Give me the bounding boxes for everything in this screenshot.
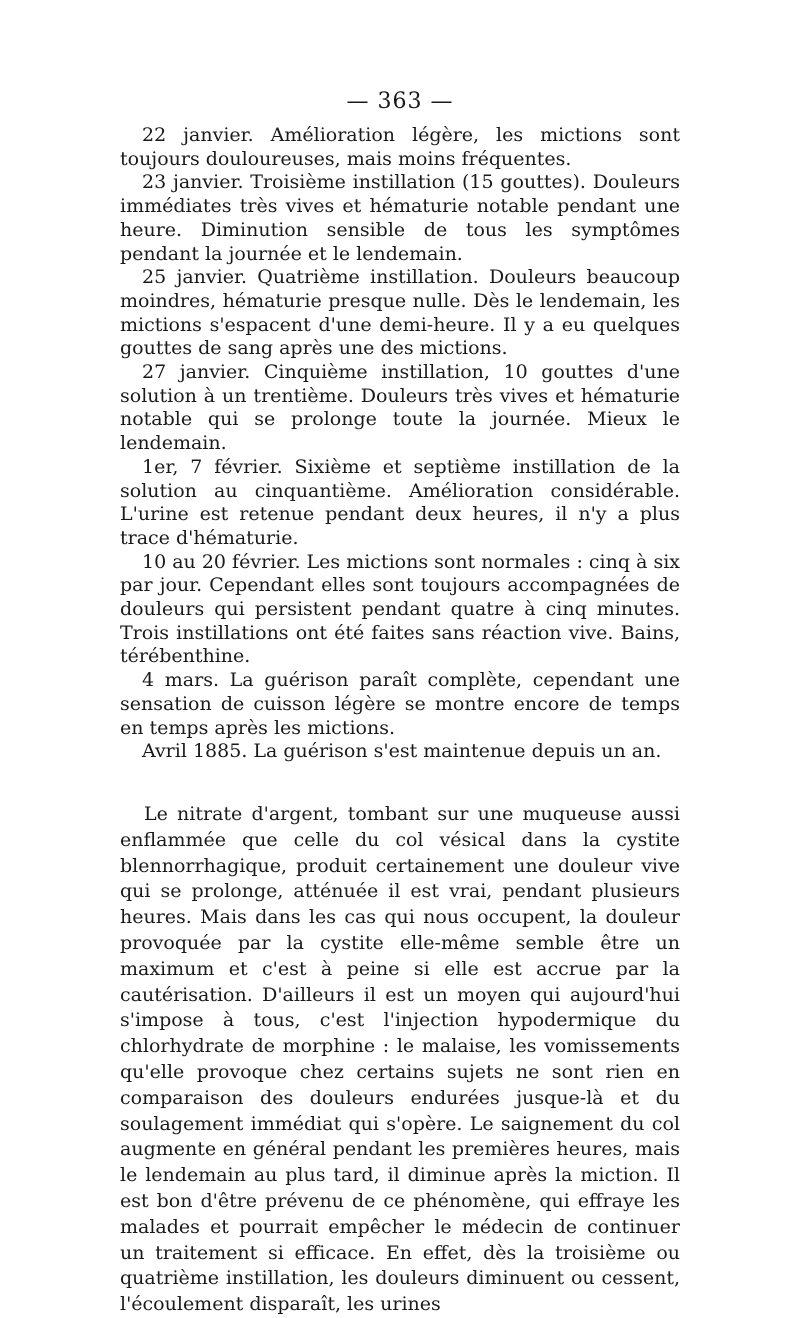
- book-page: [120, 88, 680, 1318]
- body-paragraph: Le nitrate d'argent, tombant sur une muqueuse aussi enflammée que celle du col vésical dans la cystite blennorrhagique, produit certainement une douleur vive qui se prolonge, atténuée il est vrai, pendant plusieurs heures. Mais dans les cas qui nous occupent, la douleur provoquée par la cystite elle-même semble être un maximum et c'est à peine si elle est accrue par la cautérisation. D'ailleurs il est un moyen qui aujourd'hui s'impose à tous, c'est l'injection hypodermique du chlorhydrate de morphine : le malaise, les vomissements qu'elle provoque chez certains sujets ne sont rien en comparaison des douleurs endurées jusque-là et du soulagement immédiat qui s'opère. Le saignement du col augmente en général pendant les premières heures, mais le lendemain au plus tard, il diminue après la miction. Il est bon d'être prévenu de ce phénomène, qui effraye les malades et pourrait empêcher le médecin de continuer un traitement si efficace. En effet, dès la troisième ou quatrième instillation, les douleurs diminuent ou cessent, l'écoulement disparaît, les urines: [120, 802, 680, 1316]
- journal-entry: 1er, 7 février. Sixième et septième instillation de la solution au cinquantième. Amélioration considérable. L'urine est retenue pendant deux heures, il n'y a plus trace d'hématurie.: [120, 455, 680, 549]
- case-journal: [120, 124, 680, 764]
- page-number: — 363 —: [346, 89, 454, 114]
- journal-entry: 25 janvier. Quatrième instillation. Douleurs beaucoup moindres, hématurie presque nulle. Dès le lendemain, les mictions s'espacent d'une demi-heure. Il y a eu quelques gouttes de sang après une des mictions.: [120, 266, 680, 360]
- journal-entry: Avril 1885. La guérison s'est maintenue depuis un an.: [142, 740, 662, 763]
- journal-entry: 27 janvier. Cinquième instillation, 10 gouttes d'une solution à un trentième. Douleurs très vives et hématurie notable qui se prolonge toute la journée. Mieux le lendemain.: [120, 361, 680, 455]
- journal-entry: 23 janvier. Troisième instillation (15 gouttes). Douleurs immédiates très vives et hématurie notable pendant une heure. Diminution sensible de tous les symptômes pendant la journée et le lendemain.: [120, 171, 680, 265]
- journal-entry: 4 mars. La guérison paraît complète, cependant une sensation de cuisson légère se montre encore de temps en temps après les mictions.: [120, 669, 680, 739]
- journal-entry: 10 au 20 février. Les mictions sont normales : cinq à six par jour. Cependant elles sont toujours accompagnées de douleurs qui persistent pendant quatre à cinq minutes. Trois instillations ont été faites sans réaction vive. Bains, térébenthine.: [120, 550, 680, 668]
- discussion-section: [120, 802, 680, 1318]
- journal-entry: 22 janvier. Amélioration légère, les mictions sont toujours douloureuses, mais moins fréquentes.: [120, 124, 680, 170]
